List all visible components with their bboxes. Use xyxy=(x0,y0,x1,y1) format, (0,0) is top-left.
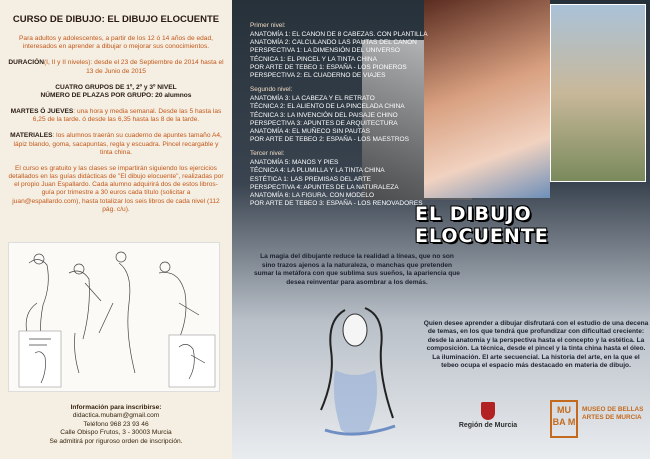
muban-logo xyxy=(550,400,648,446)
materials-text: : los alumnos traerán su cuaderno de apuntes tamaño A4, lápiz blando, goma, sacapuntas, regla y escuadra. Pincel recargable y tinta china. xyxy=(13,132,222,156)
places-text: NÚMERO DE PLAZAS POR GRUPO: 20 alumnos xyxy=(40,91,192,99)
lesson-item: ANATOMÍA 6: LA FIGURA. CON MODELO xyxy=(250,192,375,199)
lesson-item: POR ARTE DE TEBEO 2: ESPAÑA - LOS MAESTROS xyxy=(250,136,409,144)
materials-paragraph xyxy=(8,132,224,157)
schedule-label: MARTES Ó JUEVES xyxy=(10,108,74,116)
lesson-item: ANATOMÍA 4: EL MUÑECO SIN PAUTAS xyxy=(250,127,370,135)
course-title: CURSO DE DIBUJO: EL DIBUJO ELOCUENTE xyxy=(12,14,220,25)
contact-phone: Teléfono 968 23 93 46 xyxy=(83,420,149,428)
lesson-item: PERSPECTIVA 1: LA DIMENSIÓN DEL UNIVERSO xyxy=(250,47,400,55)
groups-title: CUATRO GRUPOS DE 1º, 2º y 3º NIVEL xyxy=(55,83,177,91)
level-3-title: Tercer nivel: xyxy=(250,150,285,158)
woman-sketch-drawing xyxy=(305,300,415,450)
free-course-text: El curso es gratuito y las clases se impartirán siguiendo los ejercicios detallados en las guías didácticas de "El dibujo elocuente", realizadas por el propio Juan Espallardo. Cada alumno adquirirá dos de estos libros-guía por trimestre a 30 euros cada título (solicitar a juan@espallardo.com), hasta totalizar los seis libros de cada nivel (112 pág. c/u). xyxy=(8,164,224,213)
lesson-item: PERSPECTIVA 2: EL CUADERNO DE VIAJES xyxy=(250,71,386,79)
muban-monogram: MU BA M xyxy=(550,400,578,438)
lesson-item: POR ARTE DE TEBEO 1: ESPAÑA - LOS PIONEROS xyxy=(250,63,407,71)
schedule-text: : una hora y media semanal. Desde las 5 hasta las 6,25 de la tarde. ó desde las 6,35 hasta las 8 de la tarde. xyxy=(32,108,222,124)
level-1 xyxy=(250,22,428,80)
contact-email: didactica.mubam@gmail.com xyxy=(72,412,160,420)
lesson-item: TÉCNICA 2: EL ALIENTO DE LA PINCELADA CHINA xyxy=(250,103,405,111)
lesson-item: TÉCNICA 1: EL PINCEL Y LA TINTA CHINA xyxy=(250,55,377,63)
figure-sketches xyxy=(8,242,220,392)
sketches-drawing xyxy=(9,243,221,393)
headline-title: EL DIBUJO ELOCUENTE xyxy=(415,203,549,247)
contact-address: Calle Obispo Frutos, 3 - 30003 Murcia xyxy=(60,429,172,437)
murcia-crest-icon xyxy=(481,402,495,420)
region-logo-text: Región de Murcia xyxy=(458,422,518,429)
lesson-item: ANATOMÍA 2: CALCULANDO LAS PAUTAS DEL CANON xyxy=(250,39,417,47)
painter-photo xyxy=(550,4,646,182)
groups-paragraph xyxy=(8,84,224,100)
level-3 xyxy=(250,150,428,208)
muban-name: MUSEO DE BELLAS ARTES DE MURCIA xyxy=(582,406,644,421)
duration-label: DURACIÓN xyxy=(8,59,44,67)
schedule-paragraph xyxy=(8,108,224,124)
region-murcia-logo xyxy=(458,402,518,448)
course-description: Quien desee aprender a dibujar disfrutará con el estudio de una decena de temas, en los que tendrá que profundizar con dificultad creciente: desde la anatomía y la perspectiva hasta el concepto y la estética. La composición. La técnica, desde el pincel y la tinta china hasta el óleo. La iluminación. El arte secuencial. La historia del arte, en la que el tebeo ocupa el espacio más destacado en materia de dibujo. xyxy=(423,320,649,370)
level-2 xyxy=(250,86,428,144)
lesson-item: PERSPECTIVA 3: APUNTES DE ARQUITECTURA xyxy=(250,119,398,127)
lesson-item: ANATOMÍA 1: EL CANON DE 8 CABEZAS. CON PLANTILLA xyxy=(250,31,428,38)
quote-text: La magia del dibujante reduce la realidad a líneas, que no son sino trazos ajenos a la naturaleza, o manchas que pretenden sumar la metáfora con que sublima sus sueños, la apariencia que desea reinventar para asombrar a los demás. xyxy=(254,253,460,286)
lesson-item: TÉCNICA 4: LA PLUMILLA Y LA TINTA CHINA xyxy=(250,167,385,175)
duration-text: (I, II y II niveles): desde el 23 de Septiembre de 2014 hasta el 13 de Junio de 2015 xyxy=(43,59,224,75)
lesson-item: ANATOMÍA 3: LA CABEZA Y EL RETRATO xyxy=(250,95,375,103)
registration-info xyxy=(0,404,232,446)
course-intro: Para adultos y adolescentes, a partir de los 12 ó 14 años de edad, interesados en aprender a dibujar o mejorar sus conocimientos. xyxy=(19,35,213,51)
lesson-item: POR ARTE DE TEBEO 3: ESPAÑA - LOS RENOVADORES xyxy=(250,200,423,208)
lesson-item: ANATOMÍA 5: MANOS Y PIES xyxy=(250,159,339,167)
right-panel xyxy=(232,0,650,459)
registration-note: Se admitirá por riguroso orden de inscripción. xyxy=(49,437,183,445)
materials-label: MATERIALES xyxy=(10,132,53,140)
model-woman-photo xyxy=(424,0,550,198)
level-1-title: Primer nivel: xyxy=(250,22,286,29)
lesson-item: PERSPECTIVA 4: APUNTES DE LA NATURALEZA xyxy=(250,183,399,191)
duration-paragraph xyxy=(8,59,224,75)
lesson-item: TÉCNICA 3: LA INVENCIÓN DEL PAISAJE CHINO xyxy=(250,111,398,119)
level-2-title: Segundo nivel: xyxy=(250,86,293,94)
lesson-item: ESTÉTICA 1: LAS PREMISAS DEL ARTE xyxy=(250,175,372,183)
lesson-list xyxy=(250,18,428,208)
info-title: Información para inscribirse: xyxy=(70,404,162,411)
